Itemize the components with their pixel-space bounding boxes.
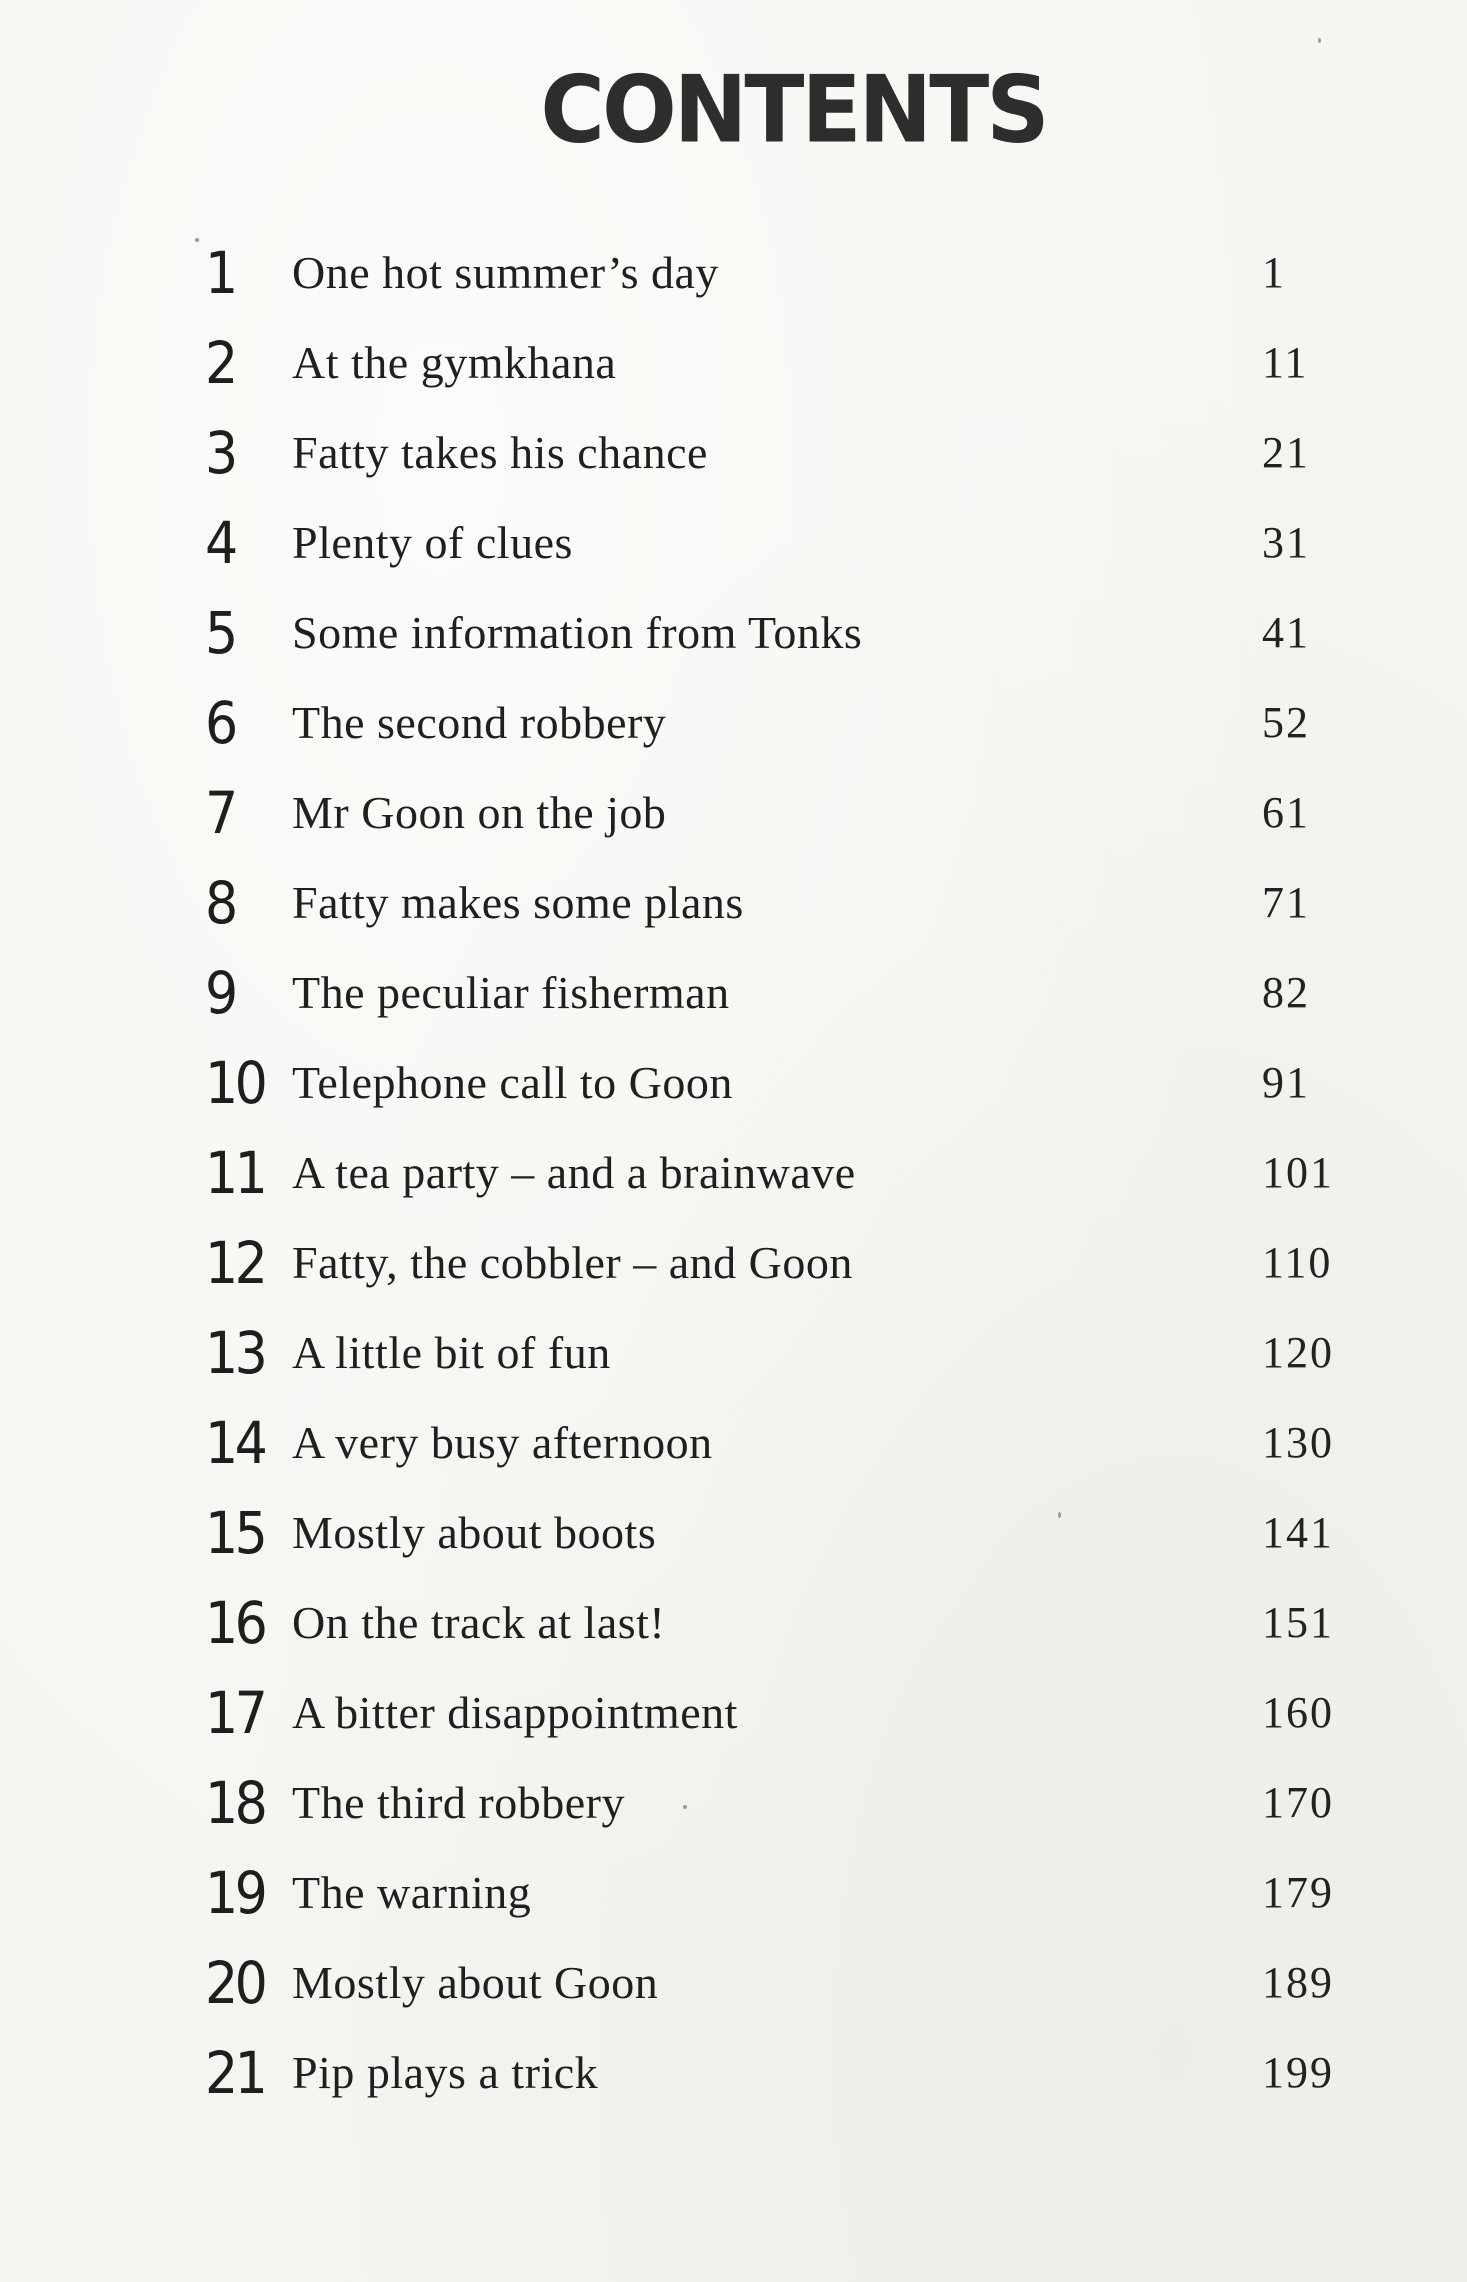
- toc-row: [0, 1848, 1467, 1938]
- chapter-title: A very busy afternoon: [292, 1417, 713, 1468]
- chapter-number: 1: [205, 239, 235, 307]
- chapter-page: 179: [1262, 1868, 1334, 1917]
- chapter-number: 3: [205, 419, 235, 487]
- toc-row: [0, 1038, 1467, 1128]
- chapter-page: 82: [1262, 968, 1310, 1017]
- chapter-number: 9: [205, 959, 235, 1027]
- chapter-page: 52: [1262, 698, 1310, 747]
- chapter-number: 15: [205, 1499, 265, 1567]
- chapter-number: 13: [205, 1319, 265, 1387]
- toc-row: [0, 1218, 1467, 1308]
- chapter-title: The second robbery: [292, 697, 667, 748]
- chapter-number: 16: [205, 1589, 265, 1657]
- chapter-number: 19: [205, 1859, 265, 1927]
- chapter-title: The third robbery: [292, 1777, 625, 1828]
- chapter-title: Mostly about boots: [292, 1507, 657, 1558]
- chapter-title: At the gymkhana: [292, 337, 617, 388]
- chapter-title: A little bit of fun: [292, 1327, 611, 1378]
- chapter-page: 151: [1262, 1598, 1334, 1647]
- toc-row: [0, 948, 1467, 1038]
- chapter-number: 5: [205, 599, 235, 667]
- chapter-page: 170: [1262, 1778, 1334, 1827]
- chapter-page: 21: [1262, 428, 1310, 477]
- chapter-page: 101: [1262, 1148, 1334, 1197]
- toc-row: [0, 1668, 1467, 1758]
- chapter-page: 110: [1262, 1238, 1333, 1287]
- toc-row: [0, 1128, 1467, 1218]
- chapter-page: 11: [1262, 338, 1309, 387]
- chapter-title: Some information from Tonks: [292, 607, 863, 658]
- toc-row: [0, 1308, 1467, 1398]
- chapter-number: 12: [205, 1229, 265, 1297]
- chapter-title: A bitter disappointment: [292, 1687, 738, 1738]
- toc-row: [0, 1938, 1467, 2028]
- chapter-title: Telephone call to Goon: [292, 1057, 733, 1108]
- toc-row: [0, 588, 1467, 678]
- chapter-page: 41: [1262, 608, 1310, 657]
- toc-row: [0, 1398, 1467, 1488]
- chapter-number: 20: [205, 1949, 265, 2017]
- chapter-title: Plenty of clues: [292, 517, 573, 568]
- chapter-page: 120: [1262, 1328, 1334, 1377]
- chapter-page: 189: [1262, 1958, 1334, 2007]
- chapter-title: On the track at last!: [292, 1597, 666, 1648]
- chapter-number: 17: [205, 1679, 265, 1747]
- page-title: CONTENTS: [540, 55, 1047, 164]
- chapter-number: 7: [205, 779, 235, 847]
- chapter-page: 199: [1262, 2048, 1334, 2097]
- paper-speck: [683, 1805, 687, 1809]
- chapter-number: 6: [205, 689, 235, 757]
- chapter-title: The warning: [292, 1867, 532, 1918]
- toc-row: [0, 498, 1467, 588]
- paper-speck: [195, 238, 199, 242]
- chapter-page: 141: [1262, 1508, 1334, 1557]
- chapter-number: 4: [205, 509, 235, 577]
- chapter-title: Fatty makes some plans: [292, 877, 744, 928]
- toc-row: [0, 678, 1467, 768]
- chapter-page: 160: [1262, 1688, 1334, 1737]
- chapter-title: Fatty takes his chance: [292, 427, 708, 478]
- paper-speck: [1318, 38, 1321, 43]
- chapter-number: 21: [205, 2039, 265, 2107]
- toc-row: [0, 228, 1467, 318]
- chapter-number: 8: [205, 869, 235, 937]
- chapter-number: 10: [205, 1049, 265, 1117]
- chapter-title: Mr Goon on the job: [292, 787, 667, 838]
- toc-row: [0, 768, 1467, 858]
- chapter-number: 2: [205, 329, 235, 397]
- chapter-title: The peculiar fisherman: [292, 967, 730, 1018]
- chapter-title: Fatty, the cobbler – and Goon: [292, 1237, 853, 1288]
- paper-speck: [1058, 1512, 1061, 1518]
- toc-row: [0, 1488, 1467, 1578]
- chapter-page: 130: [1262, 1418, 1334, 1467]
- chapter-title: Mostly about Goon: [292, 1957, 659, 2008]
- toc-row: [0, 318, 1467, 408]
- chapter-number: 14: [205, 1409, 265, 1477]
- chapter-page: 1: [1262, 248, 1286, 297]
- toc-row: [0, 858, 1467, 948]
- chapter-number: 18: [205, 1769, 265, 1837]
- toc-row: [0, 1578, 1467, 1668]
- toc-row: [0, 1758, 1467, 1848]
- chapter-page: 91: [1262, 1058, 1310, 1107]
- chapter-page: 61: [1262, 788, 1310, 837]
- chapter-page: 71: [1262, 878, 1310, 927]
- toc-row: [0, 2028, 1467, 2118]
- chapter-title: A tea party – and a brainwave: [292, 1147, 856, 1198]
- chapter-number: 11: [205, 1139, 265, 1207]
- toc-row: [0, 408, 1467, 498]
- chapter-page: 31: [1262, 518, 1310, 567]
- chapter-title: Pip plays a trick: [292, 2047, 599, 2098]
- chapter-title: One hot summer’s day: [292, 247, 719, 298]
